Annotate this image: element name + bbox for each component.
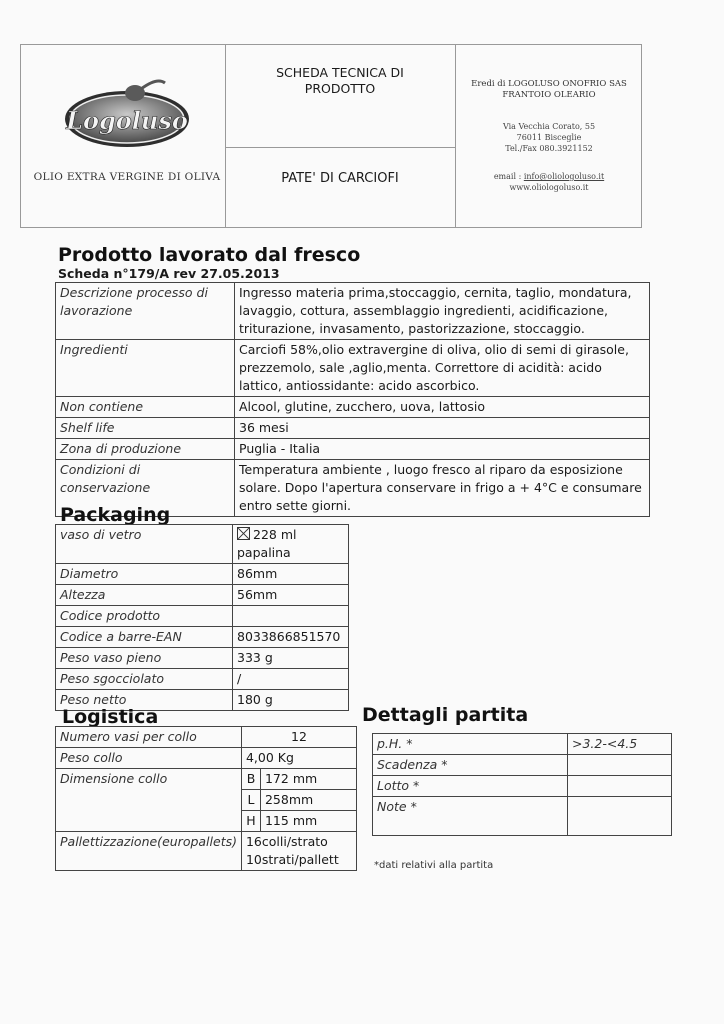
row-value: 333 g bbox=[233, 648, 349, 669]
dim-value: 115 mm bbox=[260, 811, 356, 832]
footnote: *dati relativi alla partita bbox=[374, 860, 494, 871]
table-row bbox=[56, 585, 349, 606]
row-value: 86mm bbox=[233, 564, 349, 585]
table-row bbox=[56, 564, 349, 585]
pallet-layers: 10strati/pallett bbox=[245, 852, 339, 867]
table-row bbox=[56, 832, 357, 871]
row-label: Zona di produzione bbox=[56, 439, 235, 460]
row-label: vaso di vetro bbox=[56, 525, 233, 564]
company-contacts bbox=[455, 171, 643, 193]
row-value bbox=[233, 525, 349, 564]
scheda-reference: Scheda n°179/A rev 27.05.2013 bbox=[58, 266, 280, 281]
logistica-table bbox=[55, 726, 357, 871]
row-label: Lotto * bbox=[373, 776, 568, 797]
row-value: Ingresso materia prima,stoccaggio, cernita, taglio, mondatura, lavaggio, cottura, assemblaggio ingredienti, acidificazione, triturazione, invasamento, pastorizzazione, stoccaggio. bbox=[235, 283, 650, 340]
row-value: Puglia - Italia bbox=[235, 439, 650, 460]
row-value: Carciofi 58%,olio extravergine di oliva, olio di semi di girasole, prezzemolo, sale ,aglio,menta. Correttore di acidità: acido lattico, antiossidante: acido ascorbico. bbox=[235, 340, 650, 397]
row-label: p.H. * bbox=[373, 734, 568, 755]
company-line: Eredi di LOGOLUSO ONOFRIO SAS bbox=[471, 79, 627, 89]
row-value: Temperatura ambiente , luogo fresco al riparo da esposizione solare. Dopo l'apertura conservare in frigo a + 4°C e consumare entro sette giorni. bbox=[235, 460, 650, 517]
table-row bbox=[56, 669, 349, 690]
packaging-table bbox=[55, 524, 349, 711]
row-value: 8033866851570 bbox=[233, 627, 349, 648]
address-line: Via Vecchia Corato, 55 bbox=[502, 122, 596, 131]
table-row bbox=[56, 283, 650, 340]
dettagli-table bbox=[372, 733, 672, 836]
vaso-capacity: 228 ml bbox=[253, 527, 297, 542]
packaging-title: Packaging bbox=[60, 504, 171, 526]
company-line: FRANTOIO OLEARIO bbox=[502, 90, 596, 100]
row-label: Dimensione collo bbox=[56, 769, 242, 832]
row-value: Alcool, glutine, zucchero, uova, lattosio bbox=[235, 397, 650, 418]
product-table bbox=[55, 282, 650, 517]
row-label: Peso netto bbox=[56, 690, 233, 711]
row-value: / bbox=[233, 669, 349, 690]
row-value bbox=[568, 797, 672, 836]
row-label: Altezza bbox=[56, 585, 233, 606]
table-row bbox=[56, 648, 349, 669]
table-row bbox=[373, 776, 672, 797]
header-divider bbox=[225, 147, 455, 148]
pallet-per-layer: 16colli/strato bbox=[245, 834, 328, 849]
dim-value: 172 mm bbox=[260, 769, 356, 790]
company-address bbox=[455, 121, 643, 154]
company-name bbox=[455, 79, 643, 101]
row-label: Note * bbox=[373, 797, 568, 836]
logo-wordmark: Logoluso bbox=[66, 106, 188, 135]
table-row bbox=[56, 418, 650, 439]
row-value: 4,00 Kg bbox=[241, 748, 356, 769]
table-row bbox=[56, 769, 357, 790]
logistica-title: Logistica bbox=[62, 706, 159, 728]
row-label: Pallettizzazione(europallets) bbox=[56, 832, 242, 871]
header-box bbox=[20, 44, 642, 228]
table-row bbox=[373, 734, 672, 755]
dim-axis: L bbox=[241, 790, 260, 811]
dim-axis: H bbox=[241, 811, 260, 832]
checked-box-icon bbox=[237, 527, 250, 540]
table-row bbox=[56, 340, 650, 397]
product-section-title: Prodotto lavorato dal fresco bbox=[58, 244, 361, 266]
olio-label: OLIO EXTRA VERGINE DI OLIVA bbox=[33, 171, 221, 183]
table-row bbox=[56, 627, 349, 648]
product-name: PATE' DI CARCIOFI bbox=[281, 171, 399, 186]
table-row bbox=[56, 525, 349, 564]
address-line: 76011 Bisceglie bbox=[516, 133, 582, 142]
table-row bbox=[56, 606, 349, 627]
row-label: Numero vasi per collo bbox=[56, 727, 242, 748]
row-label: Peso collo bbox=[56, 748, 242, 769]
row-label: Scadenza * bbox=[373, 755, 568, 776]
logoluso-logo bbox=[61, 75, 193, 151]
table-row bbox=[56, 397, 650, 418]
dim-value: 258mm bbox=[260, 790, 356, 811]
table-row bbox=[56, 439, 650, 460]
dim-axis: B bbox=[241, 769, 260, 790]
row-value bbox=[568, 755, 672, 776]
row-value bbox=[233, 606, 349, 627]
row-label: Descrizione processo di lavorazione bbox=[56, 283, 235, 340]
table-row bbox=[373, 797, 672, 836]
row-value: 180 g bbox=[233, 690, 349, 711]
row-label: Non contiene bbox=[56, 397, 235, 418]
row-label: Condizioni di conservazione bbox=[56, 460, 235, 517]
row-value bbox=[568, 776, 672, 797]
dettagli-title: Dettagli partita bbox=[362, 704, 529, 726]
vaso-type: papalina bbox=[237, 545, 291, 560]
row-label: Codice a barre-EAN bbox=[56, 627, 233, 648]
email-link[interactable]: info@oliologoluso.it bbox=[523, 172, 605, 181]
website-link[interactable]: www.oliologoluso.it bbox=[509, 183, 589, 192]
phone-line: Tel./Fax 080.3921152 bbox=[505, 144, 593, 153]
email-prefix: email : bbox=[493, 172, 524, 181]
doc-type-title: SCHEDA TECNICA DI PRODOTTO bbox=[276, 65, 404, 96]
row-label: Peso vaso pieno bbox=[56, 648, 233, 669]
row-label: Peso sgocciolato bbox=[56, 669, 233, 690]
table-row bbox=[56, 748, 357, 769]
table-row bbox=[56, 727, 357, 748]
row-label: Codice prodotto bbox=[56, 606, 233, 627]
row-label: Diametro bbox=[56, 564, 233, 585]
row-label: Ingredienti bbox=[56, 340, 235, 397]
row-value: 36 mesi bbox=[235, 418, 650, 439]
row-value bbox=[241, 832, 356, 871]
row-value: 12 bbox=[241, 727, 356, 748]
table-row bbox=[373, 755, 672, 776]
row-value: 56mm bbox=[233, 585, 349, 606]
row-label: Shelf life bbox=[56, 418, 235, 439]
row-value: >3.2-<4.5 bbox=[568, 734, 672, 755]
